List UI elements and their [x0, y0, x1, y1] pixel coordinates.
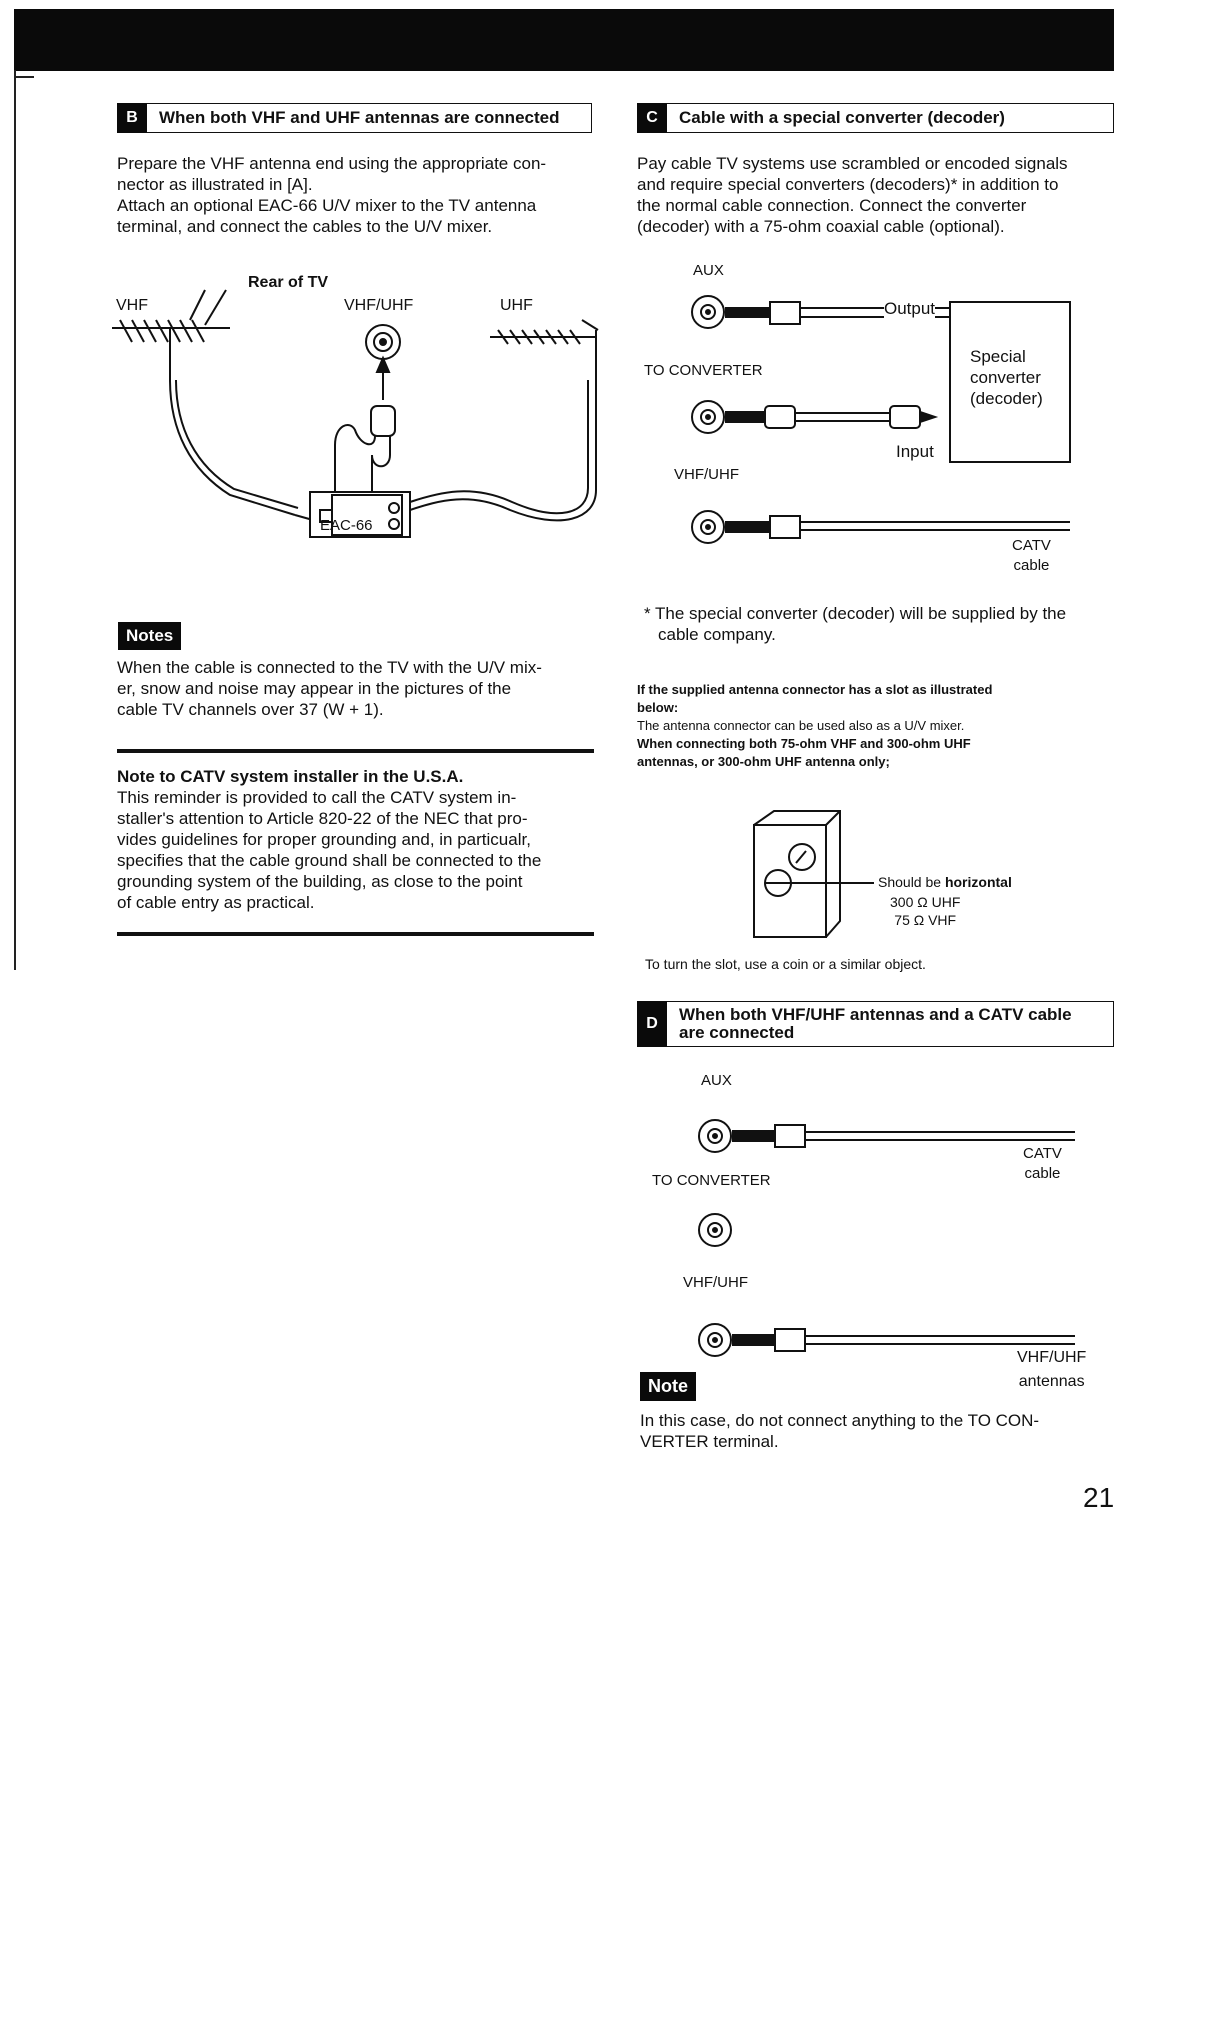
section-d-note-line: VERTER terminal. — [640, 1432, 779, 1451]
section-d-note-line: In this case, do not connect anything to the TO CON- — [640, 1411, 1040, 1430]
converter-line: converter — [970, 368, 1041, 387]
section-c-footnote — [644, 603, 1124, 645]
d-vhf-uhf-label: VHF/UHF — [683, 1274, 748, 1291]
slot-connector-diagram — [740, 805, 1080, 945]
section-c-line: Pay cable TV systems use scrambled or encoded signals — [637, 154, 1068, 173]
rear-of-tv-label: Rear of TV — [248, 274, 329, 291]
coin-line: To turn the slot, use a coin or a similar object. — [645, 956, 926, 972]
catv-word: CATV — [1012, 537, 1051, 554]
input-label: Input — [896, 442, 934, 461]
note-badge: Note — [640, 1372, 696, 1401]
slot-note — [637, 681, 1117, 771]
catv-cable-label — [1012, 536, 1051, 576]
vhf-antenna-label: VHF — [116, 297, 148, 314]
catv-note-top-rule — [117, 749, 594, 753]
horizontal-word: horizontal — [944, 874, 1012, 890]
footnote-line: * The special converter (decoder) will be supplied by the — [644, 604, 1067, 623]
converter-diagram — [640, 262, 1120, 582]
page-number: 21 — [1083, 1482, 1115, 1513]
notes-body — [117, 657, 597, 720]
ohm-values — [890, 893, 960, 929]
converter-line: Special — [970, 347, 1026, 366]
section-b-body — [117, 153, 595, 237]
slot-note-heading: If the supplied antenna connector has a slot as illustrated — [637, 682, 993, 697]
section-c-letter: C — [637, 103, 667, 133]
margin-notch — [14, 76, 34, 78]
slot-note-line: The antenna connector can be used also as a U/V mixer. — [637, 718, 965, 733]
section-d-note — [640, 1410, 1120, 1452]
should-be-text — [878, 874, 1012, 890]
section-c-heading — [637, 103, 1114, 133]
catv-note — [117, 766, 597, 913]
catv-note-line: vides guidelines for proper grounding and, in particualr, — [117, 830, 531, 849]
slot-note-heading: below: — [637, 700, 679, 715]
catv-antenna-diagram — [645, 1070, 1115, 1400]
footnote-line: cable company. — [658, 625, 776, 644]
aux-label: AUX — [693, 262, 724, 279]
section-c-line: (decoder) with a 75-ohm coaxial cable (optional). — [637, 217, 1005, 236]
d-catv-word: CATV — [1023, 1145, 1062, 1162]
converter-line: (decoder) — [970, 389, 1043, 408]
should-be-word: Should be — [878, 874, 945, 890]
notes-line: When the cable is connected to the TV with the U/V mix- — [117, 658, 542, 677]
slot-note-bold: When connecting both 75-ohm VHF and 300-ohm UHF — [637, 736, 971, 751]
converter-diagram-art — [640, 262, 1120, 582]
vhf-uhf-jack-label: VHF/UHF — [344, 297, 414, 314]
section-b-letter: B — [117, 103, 147, 133]
d-aux-label: AUX — [701, 1072, 732, 1089]
section-d-heading — [637, 1001, 1114, 1047]
section-b-line: terminal, and connect the cables to the U/V mixer. — [117, 217, 493, 236]
section-d-title-line: When both VHF/UHF antennas and a CATV cable — [679, 1005, 1072, 1024]
catv-note-line: of cable entry as practical. — [117, 893, 315, 912]
uhf-ohm-value: 300 Ω UHF — [890, 894, 961, 910]
d-antennas-word: antennas — [1018, 1373, 1085, 1390]
catv-note-line: grounding system of the building, as close to the point — [117, 872, 523, 891]
page-header-bar — [14, 9, 1114, 71]
catv-note-line: staller's attention to Article 820-22 of the NEC that pro- — [117, 809, 528, 828]
d-cable-word: cable — [1024, 1165, 1061, 1182]
section-d-letter: D — [637, 1001, 667, 1047]
section-c-body — [637, 153, 1117, 237]
slot-note-bold: antennas, or 300-ohm UHF antenna only; — [637, 754, 890, 769]
margin-rule — [14, 70, 16, 970]
notes-line: cable TV channels over 37 (W + 1). — [117, 700, 384, 719]
section-c-line: the normal cable connection. Connect the converter — [637, 196, 1027, 215]
vhf-ohm-value: 75 Ω VHF — [894, 912, 957, 928]
d-vhf-uhf-ant-word: VHF/UHF — [1017, 1349, 1087, 1366]
mixer-model-label: EAC-66 — [320, 517, 373, 534]
d-to-converter-label: TO CONVERTER — [652, 1172, 771, 1189]
section-d-title-line: are connected — [679, 1023, 795, 1042]
uhf-antenna-label: UHF — [500, 297, 533, 314]
catv-note-bottom-rule — [117, 932, 594, 936]
d-antennas-label — [1017, 1346, 1086, 1394]
converter-box-text — [970, 346, 1043, 409]
catv-note-line: specifies that the cable ground shall be connected to the — [117, 851, 542, 870]
section-d-title — [667, 1006, 1072, 1042]
notes-badge: Notes — [118, 622, 181, 650]
section-b-heading — [117, 103, 592, 133]
notes-line: er, snow and noise may appear in the pictures of the — [117, 679, 512, 698]
catv-note-line: This reminder is provided to call the CATV system in- — [117, 788, 517, 807]
section-b-title: When both VHF and UHF antennas are connected — [159, 108, 560, 127]
output-label: Output — [884, 299, 936, 318]
vhf-uhf-label: VHF/UHF — [674, 466, 739, 483]
section-b-line: nector as illustrated in [A]. — [117, 175, 313, 194]
cable-word: cable — [1013, 557, 1050, 574]
to-converter-label: TO CONVERTER — [644, 362, 763, 379]
vhf-uhf-mixer-diagram — [110, 270, 610, 570]
section-b-line: Prepare the VHF antenna end using the appropriate con- — [117, 154, 547, 173]
catv-note-title: Note to CATV system installer in the U.S.A. — [117, 767, 464, 786]
section-c-line: and require special converters (decoders)* in addition to — [637, 175, 1059, 194]
section-b-line: Attach an optional EAC-66 U/V mixer to the TV antenna — [117, 196, 537, 215]
section-c-title: Cable with a special converter (decoder) — [679, 108, 1005, 127]
d-catv-cable-label — [1023, 1144, 1062, 1184]
